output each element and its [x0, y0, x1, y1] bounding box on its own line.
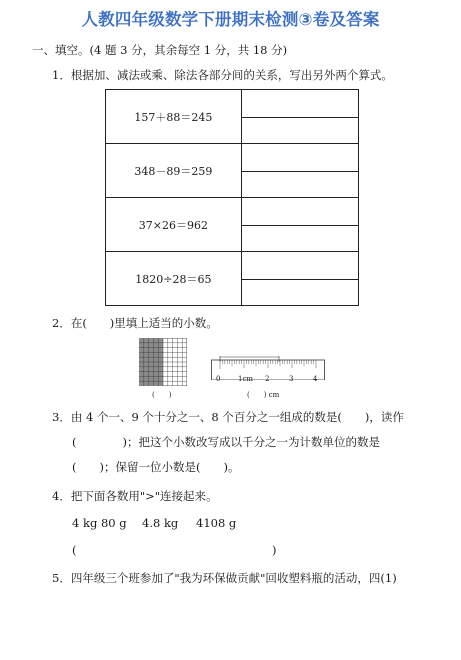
answer-divider [242, 117, 358, 118]
ruler-label-0: 0 [216, 375, 221, 383]
answer-divider [242, 225, 358, 226]
hundred-grid-figure [139, 338, 187, 386]
mass-value-1: 4 kg 80 g [72, 516, 127, 530]
ruler-caption: ( ) cm [247, 391, 280, 399]
mass-value-3: 4108 g [196, 516, 237, 530]
equation-cell: 37×26＝962 [106, 198, 242, 252]
question-4-text: 4．把下面各数用">"连接起来。 [52, 489, 218, 503]
question-5-text: 5．四年级三个班参加了"我为环保做贡献"回收塑料瓶的活动，四(1) [52, 571, 397, 585]
question-4-answer-blank[interactable]: ( ) [72, 543, 277, 557]
table-row [106, 90, 359, 144]
question-3-line-1: 3．由 4 个一、9 个十分之一、8 个百分之一组成的数是( )，读作 [52, 410, 404, 424]
equation-cell: 1820÷28＝65 [106, 252, 242, 306]
answer-cell[interactable] [241, 90, 358, 144]
question-3-line-3: ( )；保留一位小数是( )。 [72, 460, 240, 474]
ruler-label-1cm: 1cm [238, 375, 254, 383]
equation-cell: 348－89＝259 [106, 144, 242, 198]
ruler-label-4: 4 [313, 375, 318, 383]
answer-cell[interactable] [241, 144, 358, 198]
table-row [106, 144, 359, 198]
question-1-text: 1．根据加、减法或乘、除法各部分间的关系，写出另外两个算式。 [52, 68, 393, 82]
answer-divider [242, 279, 358, 280]
equation-cell: 157＋88＝245 [106, 90, 242, 144]
question-2-text: 2．在( )里填上适当的小数。 [52, 316, 218, 330]
answer-divider [242, 171, 358, 172]
section-heading-fill-blank: 一、填空。(4 题 3 分，其余每空 1 分，共 18 分) [32, 43, 288, 57]
question-3-line-2: ( )；把这个小数改写成以千分之一为计数单位的数是 [72, 435, 380, 449]
table-row [106, 198, 359, 252]
answer-cell[interactable] [241, 198, 358, 252]
mass-value-2: 4.8 kg [142, 516, 179, 530]
grid-caption: ( ) [152, 391, 172, 399]
ruler-label-2: 2 [265, 375, 270, 383]
answer-cell[interactable] [241, 252, 358, 306]
ruler-label-3: 3 [289, 375, 294, 383]
table-row [106, 252, 359, 306]
equation-table [105, 89, 359, 306]
page-title: 人教四年级数学下册期末检测③卷及答案 [81, 10, 380, 29]
